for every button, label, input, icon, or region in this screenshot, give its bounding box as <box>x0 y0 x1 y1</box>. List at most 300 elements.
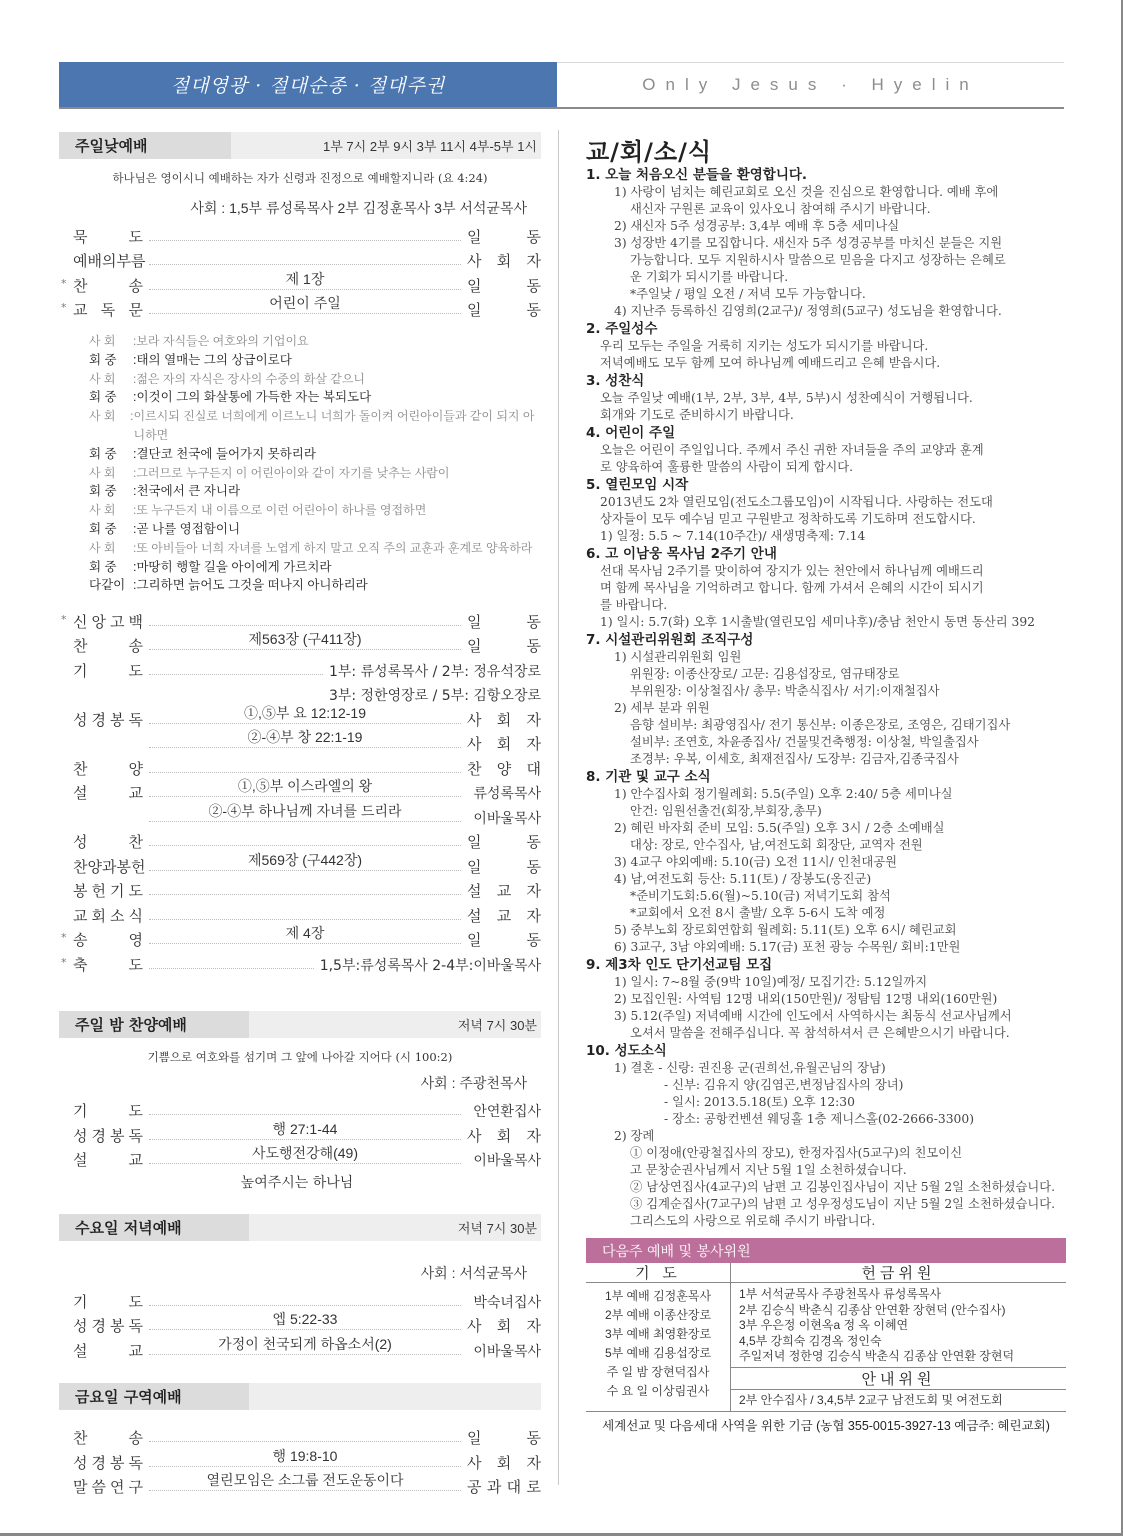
colon: : <box>133 540 137 555</box>
news-item-title: 7. 시설관리위원회 조직구성 <box>586 632 754 648</box>
char: 찬 <box>467 759 482 778</box>
char: 찬 <box>73 1429 88 1448</box>
dot-leader <box>149 1120 461 1140</box>
order-item-label <box>73 758 143 779</box>
prayer-column <box>586 1263 731 1411</box>
offering-assignment: 1부 서석균목사 주광천목사 류성록목사 <box>739 1287 942 1301</box>
dot-leader <box>149 1441 461 1442</box>
order-row <box>59 607 541 632</box>
news-item-title: 8. 기관 및 교구 소식 <box>586 769 711 785</box>
dot-leader <box>149 1447 461 1467</box>
order-item-detail <box>149 801 461 821</box>
reading-text: 그러므로 누구든지 이 어린아이와 같이 자기를 낮추는 사람이 <box>136 465 450 480</box>
news-line: 1) 시설관리위원회 임원 <box>614 650 742 664</box>
char: 찬 <box>73 637 88 656</box>
colon: : <box>133 484 137 499</box>
char: 찬 <box>128 833 143 852</box>
ushers-assignment: 2부 안수집사 / 3,4,5부 2교구 남전도회 및 여전도회 <box>739 1392 1003 1407</box>
news-line: 3) 4교구 야외예배: 5.10(금) 오전 11시/ 인천대공원 <box>614 855 897 869</box>
char: 도 <box>128 661 143 680</box>
news-line: 1) 일정: 5.5 ~ 7.14(10주간)/ 새생명축제: 7.14 <box>600 529 866 543</box>
news-line: 새신자 구원론 교육이 있사오니 참여해 주시기 바랍니다. <box>630 202 931 216</box>
speaker: 사 회 <box>89 409 116 424</box>
news-line: 1) 일시: 5.7(화) 오후 1시출발(열린모임 세미나후)/충남 천안시 동면 동산리 392 <box>600 615 1035 629</box>
detail-text: 제563장 (구411장) <box>243 631 368 647</box>
char: 설 <box>73 1151 88 1170</box>
theme-verse: 하나님은 영이시니 예배하는 자가 신령과 진정으로 예배할지니라 (요 4:24) <box>112 171 488 185</box>
news-line: 2) 장례 <box>614 1129 655 1143</box>
news-item-body <box>586 974 1066 1042</box>
char: 소 <box>110 906 125 925</box>
news-line: 가능합니다. 모두 지원하시사 말씀으로 믿음을 다지고 성장하는 은혜로 <box>630 253 1006 267</box>
char: 백 <box>128 612 143 631</box>
order-of-worship-wednesday <box>59 1287 541 1361</box>
church-tagline: Only Jesus · Hyelin <box>557 62 1064 107</box>
char: 묵 <box>73 227 88 246</box>
news-line: 1) 안수집사회 정기월례회: 5.5(주일) 오후 2:40/ 5층 세미나실 <box>614 787 953 801</box>
news-line: 2013년도 2차 열린모임(전도소그룹모임)이 시작됩니다. 사랑하는 전도대 <box>600 495 993 509</box>
news-line: 그리스도의 사랑으로 위로해 주시기 바랍니다. <box>630 1214 876 1228</box>
order-item-leader <box>467 758 541 779</box>
order-item-detail <box>149 293 461 313</box>
char: 찬 <box>73 276 88 295</box>
news-item-title: 4. 어린이 주일 <box>586 425 676 441</box>
order-row <box>59 1146 541 1171</box>
news-line: 오늘은 어린이 주일입니다. 주께서 주신 귀한 자녀들을 주의 교양과 훈계 <box>600 443 984 457</box>
news-item <box>586 425 1066 476</box>
speaker: 회 중 <box>89 390 117 405</box>
order-row <box>59 222 541 247</box>
church-motto: 절대영광 · 절대순종 · 절대주권 <box>59 62 557 107</box>
char: 일 <box>467 301 482 319</box>
volunteers-header: 다음주 예배 및 봉사위원 <box>586 1238 1066 1263</box>
char: 사 <box>467 1317 482 1336</box>
prayer-assignment: 1부 예배 김정훈목사 <box>604 1289 712 1303</box>
news-item-title: 3. 성찬식 <box>586 373 645 389</box>
dot-leader <box>149 674 323 675</box>
order-item-leader <box>467 905 541 926</box>
char: 말 <box>73 1478 88 1497</box>
news-line: 고 문창순권사님께서 지난 5월 1일 소천하셨습니다. <box>630 1163 907 1177</box>
char: 로 <box>526 1478 541 1497</box>
order-item-leader <box>467 1125 541 1146</box>
order-row <box>59 271 541 296</box>
responsive-line <box>89 501 541 520</box>
news-line: - 장소: 공항컨벤션 웨딩홀 1층 제니스홀(02-2666-3300) <box>664 1112 974 1126</box>
order-item-leader <box>467 880 541 901</box>
news-title: 교/회/소/식 <box>586 138 713 166</box>
order-item-label <box>73 1125 143 1146</box>
order-item-leader <box>467 275 541 296</box>
char: 자 <box>526 252 541 270</box>
char: 자 <box>526 710 541 729</box>
order-item-detail <box>149 1446 461 1466</box>
char: 사 <box>467 252 482 270</box>
presider-line: 사회 : 서석균목사 <box>420 1265 527 1282</box>
char: 일 <box>467 857 482 876</box>
order-row <box>59 1121 541 1146</box>
order-item-label <box>73 1315 143 1336</box>
order-item-leader <box>467 635 541 656</box>
required-stand-icon: * <box>61 301 67 315</box>
news-line: 2) 새신자 5주 성경공부: 3,4부 예배 후 5층 세미나실 <box>614 219 900 233</box>
char: 양 <box>496 759 512 778</box>
order-item-leader <box>467 1315 541 1336</box>
worship-order-column <box>59 132 541 1497</box>
order-item-detail <box>149 629 461 649</box>
char: 봉 <box>73 882 88 901</box>
char: 기 <box>73 661 88 680</box>
news-line: ① 이정애(안광철집사의 장모), 한정자집사(5교구)의 친모이신 <box>630 1146 963 1160</box>
reading-text: 이르시되 진실로 너희에게 이르노니 너희가 돌이켜 어린아이들과 같이 되지 아니하면 <box>133 409 535 442</box>
prayer-assignment: 수 요 일 이상림권사 <box>606 1384 710 1398</box>
order-item-label <box>73 1427 143 1448</box>
news-item-body <box>586 338 1066 372</box>
news-item <box>586 769 1066 956</box>
char: 회 <box>496 1317 512 1336</box>
detail-text: 제 4장 <box>280 925 331 941</box>
char: 식 <box>128 906 143 925</box>
news-line: 1) 사랑이 넘치는 혜린교회로 오신 것을 진심으로 환영합니다. 예배 후에 <box>614 185 999 199</box>
order-row <box>59 901 541 926</box>
news-line: 6) 3교구, 3남 야외예배: 5.17(금) 포천 광능 수목원/ 회비:1만원 <box>614 940 961 954</box>
dot-leader <box>149 1311 461 1330</box>
order-row <box>59 1312 541 1337</box>
char: 예배의부름 <box>73 252 146 270</box>
char: 도 <box>128 227 143 246</box>
responsive-line <box>89 351 541 370</box>
char: 씀 <box>91 1478 106 1497</box>
dot-leader <box>149 1145 461 1164</box>
char: 경 <box>91 1126 106 1145</box>
dot-leader <box>149 729 461 748</box>
char: 대 <box>526 759 541 778</box>
news-item <box>586 1043 1066 1230</box>
reading-text: 마땅히 행할 길을 아이에게 가르치라 <box>136 559 332 574</box>
order-of-worship-evening <box>59 1097 541 1171</box>
char: 독 <box>128 1317 143 1336</box>
order-item-leader <box>467 733 541 754</box>
char: 회 <box>496 1126 512 1145</box>
order-row <box>59 681 541 706</box>
char: 양 <box>128 759 143 778</box>
char: 자 <box>526 735 541 754</box>
order-item-detail <box>149 1470 461 1490</box>
order-item-leader <box>467 226 541 247</box>
colon: : <box>130 409 134 424</box>
char: 송 <box>128 637 143 656</box>
offering-header: 헌금위원 <box>731 1263 1066 1283</box>
reading-text: 이것이 그의 화살통에 가득한 자는 복되도다 <box>136 390 372 405</box>
char: 설 <box>467 882 482 901</box>
order-item-leader: 1부: 류성록목사 / 2부: 정유석장로 <box>328 663 541 680</box>
speaker: 사 회 <box>89 334 116 348</box>
dot-leader <box>149 625 461 626</box>
offering-assignment: 2부 김승식 박춘식 김종삼 안연환 장현덕 (안수집사) <box>739 1302 1006 1317</box>
order-of-worship-top <box>59 222 541 320</box>
news-line: ③ 김계순집사(7교구)의 남편 고 성우정성도님이 지난 5월 2일 소천하셨습니다. <box>630 1197 1056 1211</box>
dot-leader <box>149 968 314 969</box>
colon: : <box>133 559 137 574</box>
responsive-line <box>89 539 541 558</box>
order-item-label <box>73 1149 143 1170</box>
detail-text: 행 19:8-10 <box>267 1448 344 1464</box>
responsive-line <box>89 388 541 407</box>
order-row <box>59 1336 541 1361</box>
order-item-detail <box>149 776 461 796</box>
dot-leader <box>149 802 461 822</box>
order-item-label <box>73 1340 143 1361</box>
char: 교 <box>128 784 143 803</box>
detail-text: ①,⑤부 요 12:12-19 <box>238 705 372 721</box>
detail-text: 어린이 주일 <box>263 295 347 311</box>
char: 기 <box>110 882 125 901</box>
colon: : <box>133 390 137 405</box>
order-item-label <box>73 611 143 632</box>
order-row <box>59 1473 541 1498</box>
news-item <box>586 477 1066 545</box>
colon: : <box>133 334 137 348</box>
next-week-volunteers <box>586 1238 1066 1434</box>
order-item-label <box>73 226 143 247</box>
order-item-label <box>73 929 143 950</box>
order-item-label <box>73 1100 143 1121</box>
order-item-label <box>73 635 143 656</box>
order-item-leader: 1,5부:류성록목사 2-4부:이바울목사 <box>319 957 541 974</box>
news-line: 3) 성장반 4기를 모집합니다. 새신자 5주 성경공부를 마치신 분들은 지원 <box>614 236 1003 250</box>
char: 회 <box>91 906 106 925</box>
reading-text: 곧 나를 영접함이니 <box>136 521 241 536</box>
reading-text: 태의 열매는 그의 상급이로다 <box>136 352 292 367</box>
section-title: 금요일 구역예배 <box>59 1383 249 1410</box>
char: 대 <box>506 1478 522 1497</box>
speaker: 회 중 <box>89 559 117 574</box>
news-item-title: 5. 열린모임 시작 <box>586 477 689 493</box>
order-item-leader <box>467 250 541 271</box>
news-line: 며 함께 목사님을 기억하려고 합니다. 함께 가셔서 은혜의 시간이 되시기 <box>600 581 984 595</box>
ushers-header: 안내위원 <box>731 1367 1066 1390</box>
speaker: 사 회 <box>89 465 116 480</box>
char: 송 <box>73 931 88 950</box>
news-line: 회개와 기도로 준비하시기 바랍니다. <box>600 408 794 422</box>
news-line: - 일시: 2013.5.18(토) 오후 12:30 <box>664 1095 855 1109</box>
order-item-leader <box>467 299 541 320</box>
responsive-line <box>89 332 541 351</box>
char: 자 <box>526 906 541 925</box>
responsive-line <box>89 558 541 577</box>
char: 회 <box>496 1453 512 1472</box>
dot-leader <box>149 1335 461 1355</box>
char: 성 <box>73 710 88 729</box>
order-item-leader <box>467 1452 541 1473</box>
prayer-assignment: 3부 예배 최영환장로 <box>604 1327 712 1341</box>
order-row <box>59 803 541 828</box>
news-line: 운 기회가 되시기를 바랍니다. <box>630 270 789 284</box>
news-item-body <box>586 184 1066 320</box>
column-divider <box>558 130 559 1485</box>
order-row <box>59 754 541 779</box>
order-item-detail <box>149 727 461 747</box>
theme-verse: 기쁨으로 여호와를 섬기며 그 앞에 나아갈 지어다 (시 100:2) <box>147 1049 453 1064</box>
char: 찬 <box>73 759 88 778</box>
order-item-label <box>73 275 143 296</box>
order-row <box>59 1287 541 1312</box>
news-item-body <box>586 390 1066 424</box>
detail-text: 사도행전강해(49) <box>246 1145 364 1161</box>
char: 축 <box>73 955 88 974</box>
char: 공 <box>467 1478 482 1497</box>
sermon-subtitle: 높여주시는 하나님 <box>240 1175 354 1192</box>
news-item-body <box>586 494 1066 545</box>
news-line: 1) 결혼 - 신랑: 권진용 군(권희선,유월곤님의 장남) <box>614 1061 886 1075</box>
news-line: 오늘 주일낮 예배(1부, 2부, 3부, 4부, 5부)시 성찬예식이 거행됩니다. <box>600 391 973 405</box>
news-item-body <box>586 786 1066 956</box>
detail-text: ①,⑤부 이스라엘의 왕 <box>232 778 378 794</box>
order-row <box>59 1097 541 1122</box>
dot-leader <box>149 778 461 797</box>
news-item-body <box>586 442 1066 476</box>
char: 일 <box>467 1429 482 1448</box>
order-item-detail <box>149 923 461 943</box>
colon: : <box>133 446 137 461</box>
news-item <box>586 632 1066 768</box>
char: 독 <box>100 301 116 319</box>
detail-text: 행 27:1-44 <box>267 1121 344 1137</box>
dot-leader <box>149 925 461 944</box>
order-row <box>59 1424 541 1449</box>
char: 동 <box>526 612 541 631</box>
order-item-label <box>73 831 143 852</box>
dot-leader <box>149 704 461 724</box>
char: 성 <box>73 1126 88 1145</box>
char: 동 <box>526 857 541 876</box>
char: 봉 <box>110 1317 125 1336</box>
dot-leader <box>149 295 461 314</box>
offering-assignment: 3부 우은정 이현옥a 정 옥 이혜연 <box>739 1318 909 1332</box>
news-line: 3) 5.12(주일) 저녁예배 시간에 인도에서 사역하시는 최동식 선교사님께서 <box>614 1009 1012 1023</box>
order-item-detail <box>149 1143 461 1163</box>
detail-text: 제 1장 <box>280 271 331 287</box>
offering-column <box>731 1263 1066 1411</box>
order-row <box>59 1448 541 1473</box>
news-item-body <box>586 649 1066 768</box>
section-header-wednesday <box>59 1214 541 1241</box>
news-line: 오셔서 말씀을 전해주십니다. 꼭 참석하셔서 큰 은혜받으시기 바랍니다. <box>630 1026 1010 1040</box>
news-line: 4) 지난주 등록하신 김영희(2교구)/ 정영희(5교구) 성도님을 환영합니다. <box>614 304 1002 318</box>
order-item-leader <box>467 1476 541 1497</box>
char: 헌 <box>91 882 106 901</box>
required-stand-icon: * <box>61 931 67 945</box>
char: 교 <box>496 906 512 925</box>
dot-leader <box>149 270 461 290</box>
order-item-leader: 류성록목사 <box>473 786 541 803</box>
char: 설 <box>467 906 482 925</box>
news-item <box>586 546 1066 631</box>
prayer-assignment: 5부 예배 김용섭장로 <box>604 1346 712 1360</box>
char: 동 <box>526 227 541 246</box>
news-item-title: 9. 제3차 인도 단기선교팀 모집 <box>586 957 773 973</box>
order-item-label <box>73 905 143 926</box>
order-item-detail <box>149 1309 461 1329</box>
detail-text: 열린모임은 소그룹 전도운동이다 <box>200 1472 409 1488</box>
news-item <box>586 167 1066 320</box>
order-item-leader <box>467 709 541 730</box>
detail-text: 엡 5:22-33 <box>267 1311 344 1327</box>
char: 독 <box>128 1126 143 1145</box>
detail-text: ②-④부 하나님께 자녀를 드리라 <box>202 803 407 819</box>
news-item-title: 2. 주일성수 <box>586 321 658 337</box>
order-item-leader <box>467 611 541 632</box>
speaker: 사 회 <box>89 503 116 518</box>
dot-leader <box>149 1305 461 1306</box>
order-of-worship-friday <box>59 1424 541 1498</box>
order-item-leader <box>467 856 541 877</box>
char: 동 <box>526 931 541 950</box>
char: 과 <box>486 1478 502 1497</box>
char: 동 <box>526 276 541 295</box>
char: 자 <box>526 1453 541 1472</box>
speaker: 다같이 <box>89 578 126 593</box>
char: 앙 <box>91 612 106 631</box>
section-title: 주일낮예배 <box>59 132 231 159</box>
char: 회 <box>496 735 512 754</box>
speaker: 회 중 <box>89 446 117 461</box>
order-item-label <box>73 1291 143 1312</box>
news-list <box>586 167 1066 1230</box>
section-header-friday <box>59 1383 541 1410</box>
order-item-label <box>73 880 143 901</box>
char: 일 <box>467 833 482 852</box>
order-row <box>59 705 541 730</box>
char: 일 <box>467 276 482 295</box>
prayer-assignment: 2부 예배 이종산장로 <box>604 1308 712 1322</box>
speaker: 사 회 <box>89 540 116 555</box>
char: 사 <box>467 735 482 754</box>
news-item <box>586 373 1066 424</box>
dot-leader <box>149 240 461 241</box>
char: 일 <box>467 612 482 631</box>
responsive-line <box>89 464 541 483</box>
char: 도 <box>128 955 143 974</box>
order-item-label <box>73 660 143 681</box>
order-item-leader: 3부: 정한영장로 / 5부: 김항오장로 <box>328 688 541 705</box>
news-line: 상자들이 모두 예수님 믿고 구원받고 정착하도록 기도하며 전도합시다. <box>600 512 976 526</box>
char: 설 <box>73 784 88 803</box>
prayer-header: 기 도 <box>586 1263 730 1283</box>
order-item-detail <box>149 1334 461 1354</box>
order-row <box>59 779 541 804</box>
char: 기 <box>73 1102 88 1121</box>
required-stand-icon: * <box>61 612 67 626</box>
char: 교 <box>73 301 88 319</box>
order-item-label <box>73 250 146 271</box>
char: 교 <box>73 906 88 925</box>
char: 성 <box>73 1453 88 1472</box>
char: 영 <box>128 931 143 950</box>
detail-text: 가정이 천국되게 하옵소서(2) <box>212 1336 398 1352</box>
char: 고 <box>110 612 125 631</box>
order-row <box>59 828 541 853</box>
offering-assignment: 주일저녁 정한영 김승식 박춘식 김종삼 안연환 장현덕 <box>739 1349 1015 1363</box>
char: 회 <box>496 252 512 270</box>
responsive-line <box>89 407 541 445</box>
news-line: 5) 중부노회 장로회연합회 월례회: 5.11(토) 오후 6시/ 혜린교회 <box>614 923 957 937</box>
news-line: 로 양육하여 훌륭한 말씀의 사람이 되게 합시다. <box>600 460 854 474</box>
responsive-line <box>89 520 541 539</box>
news-line: 위원장: 이종산장로/ 고문: 김용섭장로, 염규태장로 <box>630 667 900 681</box>
presider-line: 사회 : 1,5부 류성록목사 2부 김정훈목사 3부 서석균목사 <box>190 200 527 216</box>
news-line: 4) 남,여전도회 등산: 5.11(토) / 장봉도(옹진군) <box>614 872 872 886</box>
